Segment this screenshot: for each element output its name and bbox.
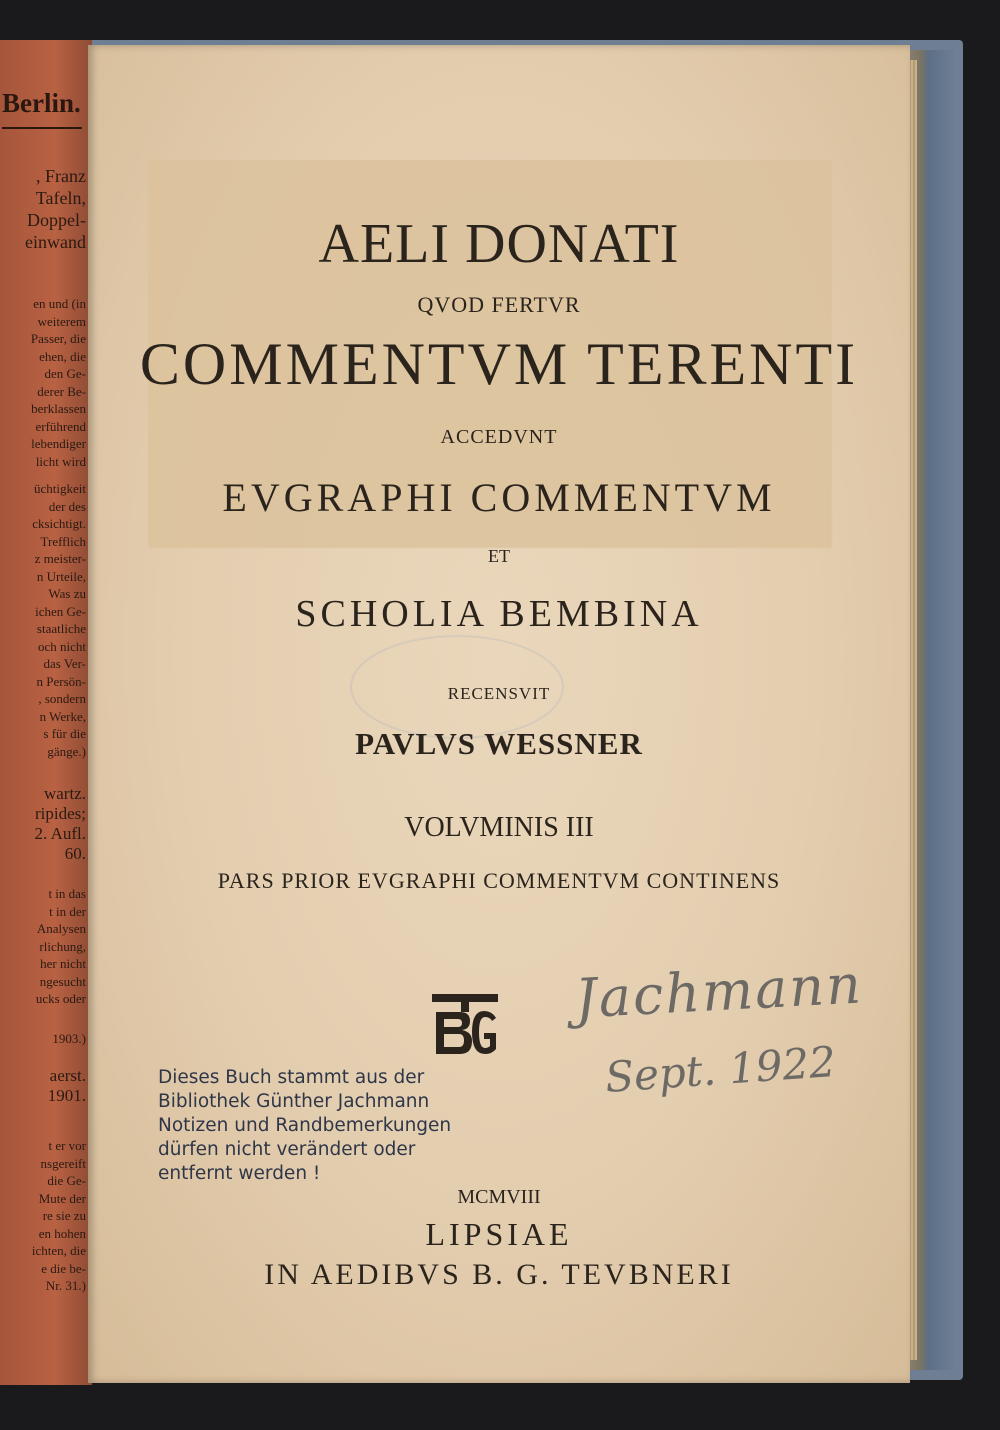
left-page-fragment: en und (in [33,296,86,311]
left-page-fragment: gänge.) [47,743,86,759]
left-page-fragment: Was zu [48,586,86,601]
left-page-fragment: Trefflich [40,533,86,549]
left-page-fragment: ichten, die [31,1243,86,1258]
title-aeli-donati: AELI DONATI [318,213,680,275]
left-page-fragment: nsgereift [40,1155,86,1171]
left-page-fragment: Nr. 31.) [45,1278,86,1293]
left-page-fragment: en hohen [38,1225,86,1241]
left-page-fragment: Passer, die [30,331,86,346]
left-page-fragment: Mute der [38,1190,86,1206]
left-page-fragment: rlichung, [39,938,86,954]
left-page-fragment: t in das [48,886,86,901]
subtitle-recensuit: RECENSVIT [447,684,551,703]
left-page-fragment: e die be- [41,1260,86,1276]
left-page-fragment: staatliche [36,621,86,636]
left-page-fragment: n Persön- [36,673,86,689]
left-page-fragment: licht wird [35,453,86,469]
subtitle-et: ET [488,546,510,566]
left-page-fragment: 60. [64,844,86,863]
left-page-fragment: re sie zu [42,1208,86,1223]
volume-part-description: PARS PRIOR EVGRAPHI COMMENTVM CONTINENS [217,868,781,893]
left-page-fragment: s für die [43,726,86,741]
left-page-fragment: 1901. [47,1086,86,1105]
stamp-line: Notizen und Randbemerkungen [158,1115,452,1136]
left-page-fragment: den Ge- [44,366,86,381]
left-page-fragment: z meister- [34,551,86,566]
left-page-fragment: 1903.) [52,1031,86,1046]
stamp-line: Dieses Buch stammt aus der [158,1067,425,1088]
left-page-fragment: weiterem [37,313,86,329]
left-page-fragment: ripides; [35,804,86,823]
stamp-line: dürfen nicht verändert oder [158,1139,416,1160]
left-page-fragment: n Urteile, [36,568,86,584]
left-page-fragment: üchtigkeit [34,481,86,496]
handwritten-date: Sept. 1922 [603,1037,838,1102]
left-page-fragment: die Ge- [47,1173,86,1188]
volume-number: VOLVMINIS III [404,812,594,843]
left-page-fragment: lebendiger [31,436,86,451]
left-page-fragment: Tafeln, [35,188,86,208]
left-page-fragment: , sondern [38,691,86,706]
left-page-fragment: cksichtigt. [32,516,86,531]
left-page-fragment: n Werke, [39,708,86,724]
left-page-fragment: wartz. [43,784,86,803]
left-page-fragment: Analysen [36,921,86,936]
ownership-stamp [158,1066,498,1186]
stamp-line: Bibliothek Günther Jachmann [158,1091,430,1112]
bgt-publisher-monogram-icon [432,994,498,1058]
editor-name: PAVLVS WESSNER [355,726,643,761]
left-page-header: Berlin. [2,88,82,129]
left-page-fragment: erführend [35,418,86,434]
title-eugraphi-commentum: EVGRAPHI COMMENTVM [222,475,776,520]
left-page-fragment: t in der [49,903,86,919]
left-page-fragment: 2. Aufl. [34,824,86,843]
left-page-fragment: her nicht [40,956,86,971]
title-scholia-bembina: SCHOLIA BEMBINA [295,593,703,635]
left-page-fragment: ucks oder [35,991,86,1006]
handwritten-signature: Jachmann [573,952,865,1031]
left-page-fragment: aerst. [49,1066,86,1085]
publisher-line: IN AEDIBVS B. G. TEVBNERI [264,1258,734,1291]
left-page-fragment: berklassen [31,401,86,416]
title-commentum-terenti: COMMENTVM TERENTI [139,331,859,397]
left-page-fragment: einwand [25,232,86,252]
left-page-fragment: derer Be- [37,383,86,399]
left-page-fragment: , Franz [36,166,86,186]
left-page-fragment: der des [48,498,86,514]
left-facing-page [0,40,92,1385]
left-page-fragment: das Ver- [43,656,86,671]
left-page-fragment: Doppel- [27,210,86,230]
subtitle-accedunt: ACCEDVNT [440,426,558,448]
left-page-fragment: ehen, die [39,348,86,364]
left-page-fragment: ichen Ge- [35,603,86,619]
left-page-fragment: t er vor [48,1138,86,1153]
stamp-line: entfernt werden ! [158,1163,321,1184]
publication-city: LIPSIAE [425,1216,573,1252]
left-page-fragment: och nicht [37,638,86,654]
subtitle-quod-fertur: QVOD FERTVR [417,292,581,317]
left-page-fragment: ngesucht [39,973,86,989]
publication-year: MCMVIII [457,1186,541,1208]
